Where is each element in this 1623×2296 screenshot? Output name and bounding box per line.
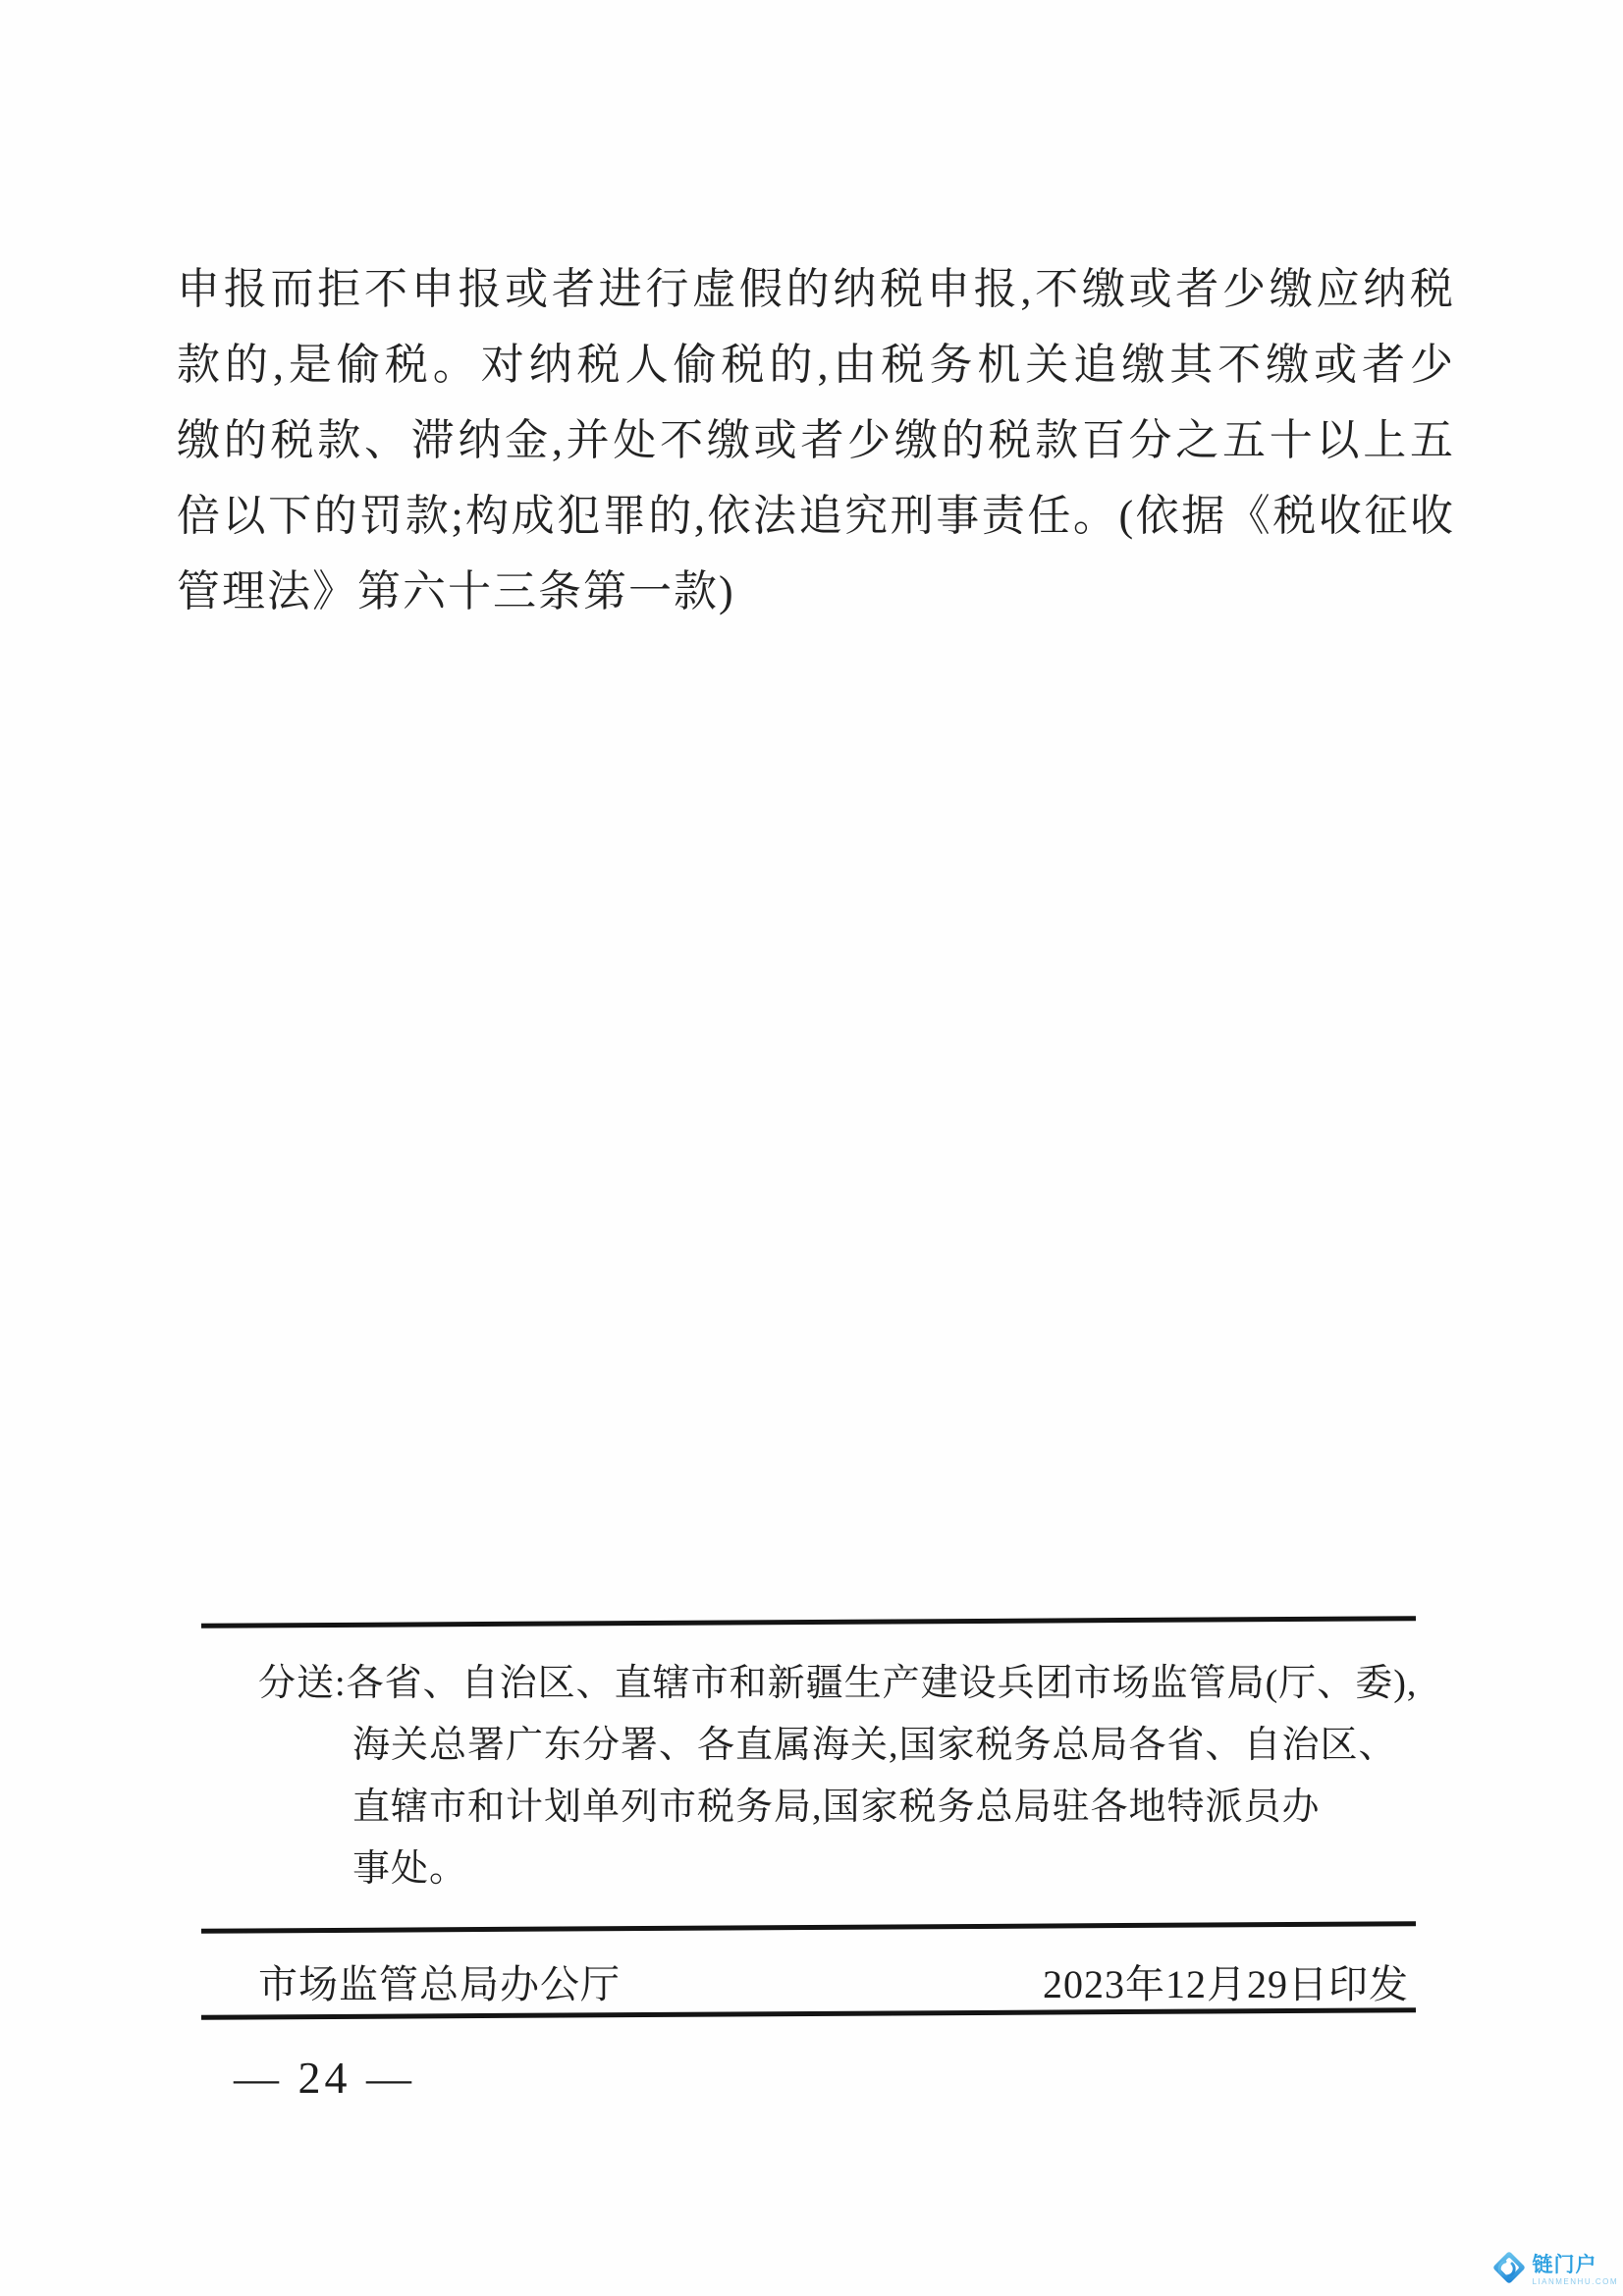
body-line-5: 管理法》第六十三条第一款) bbox=[177, 567, 735, 615]
print-date: 2023年12月29日印发 bbox=[1043, 1962, 1409, 2006]
distribution-line-2: 海关总署广东分署、各直属海关,国家税务总局各省、自治区、 bbox=[352, 1725, 1397, 1766]
distribution-block bbox=[258, 1653, 1427, 1900]
lianmenhu-logo-icon bbox=[1491, 2250, 1527, 2290]
separator-rule-footer-top bbox=[201, 1921, 1416, 1934]
page-number: — 24 — bbox=[234, 2053, 415, 2103]
body-line-2: 款的,是偷税。对纳税人偷税的,由税务机关追缴其不缴或者少 bbox=[177, 341, 1455, 389]
body-paragraph bbox=[177, 251, 1455, 629]
body-line-1: 申报而拒不申报或者进行虚假的纳税申报,不缴或者少缴应纳税 bbox=[177, 265, 1455, 313]
watermark-name: 链门户 bbox=[1532, 2253, 1597, 2276]
distribution-line-1 bbox=[258, 1653, 1427, 1715]
distribution-line-4: 事处。 bbox=[352, 1848, 468, 1890]
watermark bbox=[1491, 2250, 1618, 2290]
distribution-label: 分送: bbox=[258, 1663, 347, 1704]
separator-rule-footer-bottom bbox=[201, 2007, 1416, 2020]
watermark-domain: LIANMENHU.COM bbox=[1532, 2276, 1618, 2286]
body-line-3: 缴的税款、滞纳金,并处不缴或者少缴的税款百分之五十以上五 bbox=[177, 416, 1455, 464]
body-line-4: 倍以下的罚款;构成犯罪的,依法追究刑事责任。(依据《税收征收 bbox=[177, 492, 1455, 540]
issuing-office: 市场监管总局办公厅 bbox=[258, 1962, 621, 2006]
separator-rule-top bbox=[201, 1616, 1416, 1629]
distribution-line-1-text: 各省、自治区、直辖市和新疆生产建设兵团市场监管局(厅、委), bbox=[346, 1663, 1418, 1704]
distribution-line-3: 直辖市和计划单列市税务局,国家税务总局驻各地特派员办 bbox=[352, 1787, 1321, 1828]
footer-row bbox=[258, 1953, 1409, 2009]
watermark-texts bbox=[1532, 2255, 1618, 2286]
